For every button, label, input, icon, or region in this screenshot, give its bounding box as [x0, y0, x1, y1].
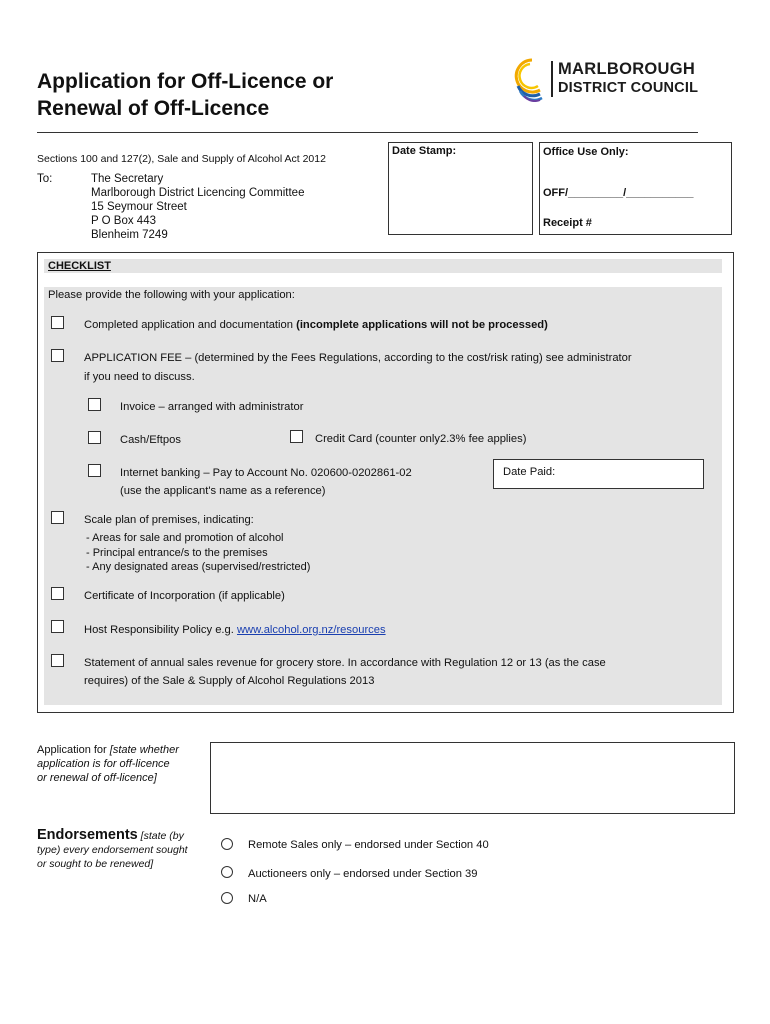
checkbox-cash-eftpos[interactable]	[88, 431, 101, 444]
date-paid-field[interactable]	[493, 459, 704, 489]
application-for-label	[37, 743, 179, 785]
checkbox-application-fee[interactable]	[51, 349, 64, 362]
recipient-address	[91, 172, 304, 242]
endorsements-label	[37, 828, 188, 871]
label-hint: [state whether	[109, 744, 179, 756]
logo-text-line-2: DISTRICT COUNCIL	[558, 80, 699, 96]
receipt-number-label: Receipt #	[543, 217, 592, 229]
header-rule	[37, 132, 698, 133]
item-application-fee-line-1: APPLICATION FEE – (determined by the Fees Regulations, according to the cost/risk rating) see administrator	[84, 352, 632, 364]
bullet-item: - Any designated areas (supervised/restricted)	[86, 561, 311, 573]
item-host-responsibility	[84, 621, 386, 639]
option-cash-eftpos: Cash/Eftpos	[120, 434, 181, 446]
off-number-field: OFF/_________/___________	[543, 187, 694, 199]
option-credit-card: Credit Card (counter only2.3% fee applies)	[315, 433, 527, 445]
checkbox-host-responsibility[interactable]	[51, 620, 64, 633]
item-sales-statement-line-2: requires) of the Sale & Supply of Alcohol Regulations 2013	[84, 675, 375, 687]
office-use-box	[539, 142, 732, 235]
endorsements-hint: [state (by	[137, 830, 184, 842]
sections-reference: Sections 100 and 127(2), Sale and Supply of Alcohol Act 2012	[37, 153, 326, 165]
scale-plan-bullets	[86, 531, 310, 575]
item-application-fee-line-2: if you need to discuss.	[84, 371, 195, 383]
item-text: Completed application and documentation	[84, 319, 297, 331]
address-line: Marlborough District Licencing Committee	[91, 187, 305, 199]
radio-not-applicable[interactable]	[221, 892, 233, 904]
option-internet-banking-line-1: Internet banking – Pay to Account No. 020600-0202861-02	[120, 467, 412, 479]
option-internet-banking-line-2: (use the applicant's name as a reference)	[120, 485, 326, 497]
date-stamp-label: Date Stamp:	[392, 145, 457, 157]
label-hint: or renewal of off-licence]	[37, 772, 157, 784]
option-not-applicable: N/A	[248, 893, 267, 905]
option-remote-sales: Remote Sales only – endorsed under Section 40	[248, 839, 489, 851]
item-scale-plan: Scale plan of premises, indicating:	[84, 514, 254, 526]
logo-text-line-1: MARLBOROUGH	[558, 60, 696, 78]
application-type-input[interactable]	[210, 742, 735, 814]
alcohol-resources-link[interactable]: www.alcohol.org.nz/resources	[236, 624, 386, 636]
checklist-heading-bar	[44, 259, 722, 273]
address-line: P O Box 443	[91, 215, 156, 227]
checklist-intro: Please provide the following with your application:	[48, 289, 295, 301]
label-text: Application for	[37, 744, 110, 756]
checkbox-invoice[interactable]	[88, 398, 101, 411]
radio-remote-sales[interactable]	[221, 838, 233, 850]
checkbox-internet-banking[interactable]	[88, 464, 101, 477]
council-logo-icon	[510, 56, 550, 102]
checkbox-scale-plan[interactable]	[51, 511, 64, 524]
checkbox-completed-application[interactable]	[51, 316, 64, 329]
endorsements-heading: Endorsements	[37, 827, 138, 843]
address-line: The Secretary	[91, 173, 164, 185]
bullet-item: - Principal entrance/s to the premises	[86, 546, 268, 559]
checklist-heading: CHECKLIST	[48, 260, 111, 272]
address-line: Blenheim 7249	[91, 229, 168, 241]
item-warning: (incomplete applications will not be processed)	[296, 319, 548, 331]
title-line-2: Renewal of Off-Licence	[37, 97, 270, 120]
item-sales-statement-line-1: Statement of annual sales revenue for grocery store. In accordance with Regulation 12 or 13 (as the case	[84, 657, 606, 669]
address-line: 15 Seymour Street	[91, 201, 187, 213]
label-hint: application is for off-licence	[37, 758, 170, 770]
bullet-item: - Areas for sale and promotion of alcohol	[86, 532, 284, 544]
endorsements-hint: or sought to be renewed]	[37, 858, 154, 870]
checkbox-incorporation[interactable]	[51, 587, 64, 600]
office-use-label: Office Use Only:	[543, 146, 629, 158]
checkbox-credit-card[interactable]	[290, 430, 303, 443]
page-title	[37, 68, 333, 122]
checkbox-sales-statement[interactable]	[51, 654, 64, 667]
radio-auctioneers[interactable]	[221, 866, 233, 878]
title-line-1: Application for Off-Licence or	[37, 70, 334, 93]
option-invoice: Invoice – arranged with administrator	[120, 401, 304, 413]
item-completed-application	[84, 316, 548, 334]
logo-divider	[551, 61, 553, 97]
item-text: Host Responsibility Policy e.g.	[84, 624, 237, 636]
item-incorporation: Certificate of Incorporation (if applicable)	[84, 590, 285, 602]
option-auctioneers: Auctioneers only – endorsed under Section 39	[248, 868, 478, 880]
to-label: To:	[37, 173, 53, 185]
date-stamp-box[interactable]	[388, 142, 533, 235]
endorsements-hint: type) every endorsement sought	[37, 844, 188, 856]
date-paid-label: Date Paid:	[503, 466, 556, 478]
